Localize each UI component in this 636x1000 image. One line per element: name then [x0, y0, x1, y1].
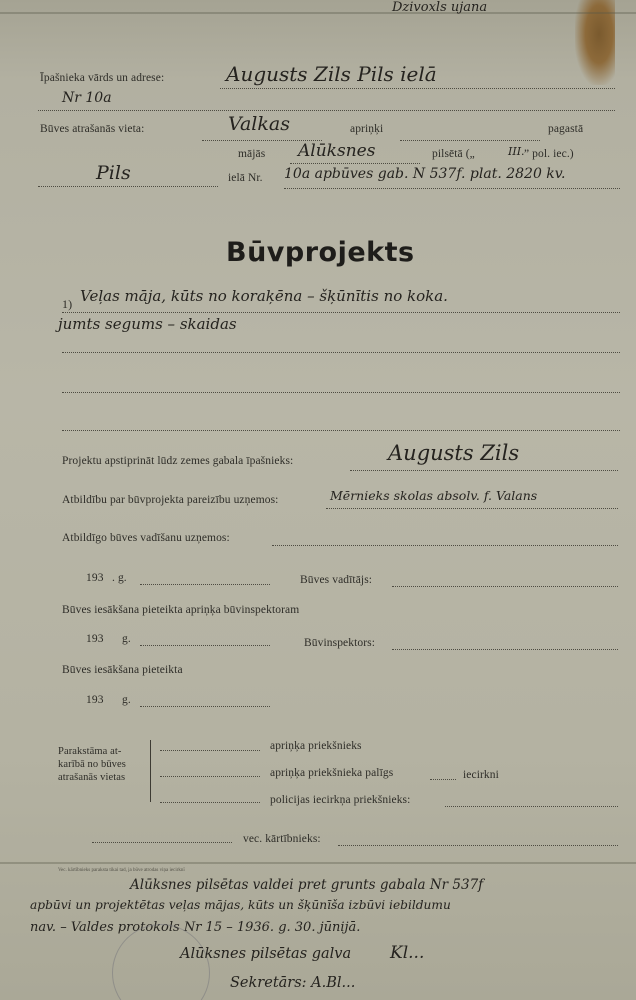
town-label: pilsētā („ — [432, 148, 475, 160]
parish-line — [400, 140, 540, 141]
district-label: apriņķi — [350, 123, 384, 135]
estate-label: mājās — [238, 148, 266, 160]
signature-line — [160, 750, 260, 751]
project-line-2: jumts segums – skaidas — [58, 315, 237, 333]
builder-line — [392, 586, 618, 587]
inspector-label: Būvinspektors: — [304, 637, 376, 649]
fine-print: Vec. kārtībnieks paraksta tikai tad, ja būve atrodas viņa iecirknī — [58, 868, 185, 873]
year-suffix-3: g. — [122, 694, 131, 706]
street-line — [38, 186, 218, 187]
street-number-line — [284, 188, 620, 189]
document-title: Būvprojekts — [226, 237, 415, 268]
management-line — [272, 545, 618, 546]
owner-number: Nr 10a — [62, 90, 112, 106]
year-prefix-1: 193 — [86, 572, 104, 584]
corner-note: Dzivoxls ujana — [392, 0, 488, 15]
police-head-label: policijas iecirkņa priekšnieks: — [270, 794, 411, 806]
signature-line — [160, 802, 260, 803]
street-label: ielā Nr. — [228, 172, 263, 184]
start-reported-label: Būves iesākšana pieteikta — [62, 664, 183, 676]
resolution-line-2: apbūvi un projektētas veļas mājas, kūts un šķūnīša izbūvi iebildumu — [30, 898, 451, 912]
responsibility-line — [326, 508, 618, 509]
builder-label: Būves vadītājs: — [300, 574, 373, 586]
fold-line — [0, 862, 636, 864]
management-label: Atbildīgo būves vadīšanu uzņemos: — [62, 532, 230, 544]
fold-line — [0, 12, 636, 14]
project-line — [62, 392, 620, 393]
owner-value: Augusts Zils Pils ielā — [226, 62, 437, 86]
project-line-1: Veļas māja, kūts no koraķēna – šķūnītis no koka. — [80, 287, 448, 305]
precinct-line — [430, 779, 456, 780]
responsibility-value: Mērnieks skolas absolv. f. Valans — [330, 488, 538, 503]
inspector-line — [392, 649, 618, 650]
year-prefix-3: 193 — [86, 694, 104, 706]
project-line — [62, 352, 620, 353]
start-reported-inspector-label: Būves iesākšana pieteikta apriņķa būvinspektoram — [62, 604, 300, 616]
approve-signature: Augusts Zils — [388, 441, 520, 465]
approve-label: Projektu apstiprināt lūdz zemes gabala īpašnieks: — [62, 455, 294, 467]
police-head-line — [445, 806, 618, 807]
project-line — [62, 430, 620, 431]
district-head-label: apriņķa priekšnieks — [270, 740, 362, 752]
approve-line — [350, 470, 618, 471]
project-line — [62, 312, 620, 313]
precinct-label: iecirkni — [463, 769, 499, 781]
class-value: III. — [508, 145, 525, 158]
signature-note-3: atrašanās vietas — [58, 772, 126, 783]
senior-officer-line — [92, 842, 232, 843]
street-value: Pils — [96, 162, 131, 184]
signature-bracket — [150, 740, 151, 802]
town-value: Alūksnes — [298, 141, 376, 161]
resolution-line-1: Alūksnes pilsētas valdei pret grunts gabala Nr 537f — [130, 877, 484, 893]
location-label: Būves atrašanās vieta: — [40, 123, 145, 135]
mayor-signature: Kl... — [390, 943, 425, 963]
year-line-3 — [140, 706, 270, 707]
year-suffix-1: . g. — [112, 572, 127, 584]
senior-officer-line-2 — [338, 845, 618, 846]
mayor-line: Alūksnes pilsētas galva — [180, 946, 352, 962]
stamp-circle — [112, 924, 210, 1000]
owner-line-2 — [38, 110, 615, 111]
owner-label: Īpašnieka vārds un adrese: — [40, 72, 165, 84]
resolution-line-3: nav. – Valdes protokols Nr 15 – 1936. g. 30. jūnijā. — [30, 920, 361, 935]
year-line-2 — [140, 645, 270, 646]
year-prefix-2: 193 — [86, 633, 104, 645]
year-suffix-2: g. — [122, 633, 131, 645]
responsibility-label: Atbildību par būvprojekta pareizību uzņemos: — [62, 494, 279, 506]
district-head-assistant-label: apriņķa priekšnieka palīgs — [270, 767, 394, 779]
class-suffix: ” pol. iec.) — [524, 148, 574, 160]
senior-officer-label: vec. kārtībnieks: — [243, 833, 321, 845]
signature-note-2: karībā no būves — [58, 759, 126, 770]
item-number: 1) — [62, 297, 73, 311]
secretary-line: Sekretārs: A.Bl... — [230, 975, 356, 991]
signature-note-1: Parakstāma at- — [58, 746, 122, 757]
parish-label: pagastā — [548, 123, 584, 135]
street-number-value: 10a apbūves gab. N 537f. plat. 2820 kv. — [284, 166, 566, 182]
town-line — [290, 163, 420, 164]
owner-line — [220, 88, 615, 89]
district-value: Valkas — [228, 113, 290, 135]
year-line-1 — [140, 584, 270, 585]
signature-line — [160, 776, 260, 777]
